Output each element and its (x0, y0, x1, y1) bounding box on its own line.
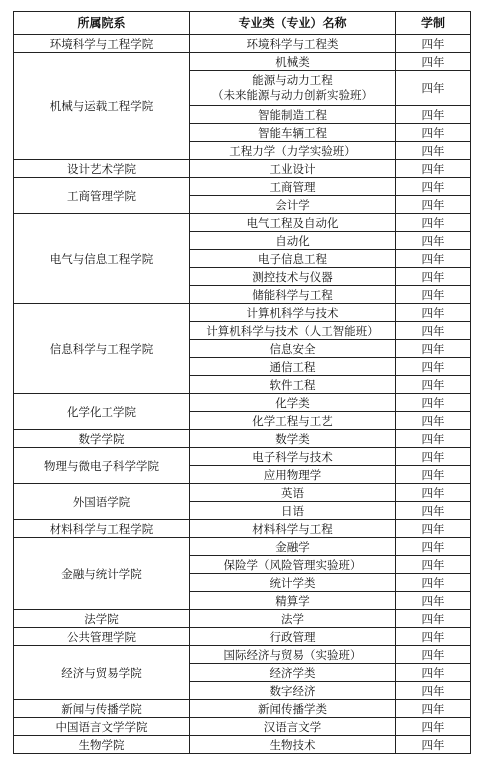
table-row (14, 484, 471, 502)
duration-cell: 四年 (396, 376, 471, 394)
header-dept: 所属院系 (14, 12, 190, 35)
major-cell: 能源与动力工程 （未来能源与动力创新实验班） (190, 71, 396, 106)
dept-cell: 生物学院 (14, 736, 190, 754)
duration-cell: 四年 (396, 592, 471, 610)
header-duration: 学制 (396, 12, 471, 35)
dept-cell: 机械与运载工程学院 (14, 53, 190, 160)
duration-cell: 四年 (396, 196, 471, 214)
major-cell: 行政管理 (190, 628, 396, 646)
duration-cell: 四年 (396, 556, 471, 574)
duration-cell: 四年 (396, 502, 471, 520)
major-cell: 信息安全 (190, 340, 396, 358)
major-cell: 储能科学与工程 (190, 286, 396, 304)
major-cell: 电气工程及自动化 (190, 214, 396, 232)
major-cell: 日语 (190, 502, 396, 520)
major-cell: 数学类 (190, 430, 396, 448)
duration-cell: 四年 (396, 286, 471, 304)
major-cell: 计算机科学与技术（人工智能班） (190, 322, 396, 340)
major-cell: 自动化 (190, 232, 396, 250)
duration-cell: 四年 (396, 250, 471, 268)
major-cell: 智能制造工程 (190, 106, 396, 124)
dept-cell: 经济与贸易学院 (14, 646, 190, 700)
duration-cell: 四年 (396, 358, 471, 376)
table-row (14, 628, 471, 646)
duration-cell: 四年 (396, 412, 471, 430)
major-cell: 电子科学与技术 (190, 448, 396, 466)
duration-cell: 四年 (396, 232, 471, 250)
header-row (14, 12, 471, 35)
table-row (14, 160, 471, 178)
duration-cell: 四年 (396, 628, 471, 646)
major-cell: 应用物理学 (190, 466, 396, 484)
dept-cell: 法学院 (14, 610, 190, 628)
duration-cell: 四年 (396, 646, 471, 664)
major-cell: 经济学类 (190, 664, 396, 682)
dept-cell: 材料科学与工程学院 (14, 520, 190, 538)
duration-cell: 四年 (396, 700, 471, 718)
major-cell: 工业设计 (190, 160, 396, 178)
duration-cell: 四年 (396, 664, 471, 682)
duration-cell: 四年 (396, 520, 471, 538)
dept-cell: 物理与微电子科学学院 (14, 448, 190, 484)
dept-cell: 公共管理学院 (14, 628, 190, 646)
duration-cell: 四年 (396, 322, 471, 340)
table-row (14, 214, 471, 232)
duration-cell: 四年 (396, 736, 471, 754)
table-row (14, 178, 471, 196)
major-cell: 工程力学（力学实验班） (190, 142, 396, 160)
major-cell: 国际经济与贸易（实验班） (190, 646, 396, 664)
major-cell: 通信工程 (190, 358, 396, 376)
table-row (14, 394, 471, 412)
major-cell: 英语 (190, 484, 396, 502)
duration-cell: 四年 (396, 71, 471, 106)
duration-cell: 四年 (396, 610, 471, 628)
duration-cell: 四年 (396, 160, 471, 178)
table-row (14, 35, 471, 53)
dept-cell: 数学学院 (14, 430, 190, 448)
major-cell: 会计学 (190, 196, 396, 214)
dept-cell: 外国语学院 (14, 484, 190, 520)
duration-cell: 四年 (396, 682, 471, 700)
duration-cell: 四年 (396, 214, 471, 232)
table-row (14, 538, 471, 556)
majors-table (13, 11, 471, 754)
table-row (14, 304, 471, 322)
major-cell: 化学类 (190, 394, 396, 412)
duration-cell: 四年 (396, 430, 471, 448)
dept-cell: 中国语言文学学院 (14, 718, 190, 736)
duration-cell: 四年 (396, 340, 471, 358)
major-cell: 汉语言文学 (190, 718, 396, 736)
duration-cell: 四年 (396, 35, 471, 53)
table-row (14, 520, 471, 538)
dept-cell: 化学化工学院 (14, 394, 190, 430)
major-cell: 生物技术 (190, 736, 396, 754)
dept-cell: 设计艺术学院 (14, 160, 190, 178)
major-cell: 测控技术与仪器 (190, 268, 396, 286)
table-row (14, 646, 471, 664)
duration-cell: 四年 (396, 304, 471, 322)
duration-cell: 四年 (396, 268, 471, 286)
table-row (14, 700, 471, 718)
major-cell: 工商管理 (190, 178, 396, 196)
table-row (14, 53, 471, 71)
duration-cell: 四年 (396, 448, 471, 466)
major-cell: 环境科学与工程类 (190, 35, 396, 53)
major-cell: 保险学（风险管理实验班） (190, 556, 396, 574)
dept-cell: 金融与统计学院 (14, 538, 190, 610)
table-row (14, 736, 471, 754)
major-cell: 统计学类 (190, 574, 396, 592)
major-cell: 金融学 (190, 538, 396, 556)
major-cell: 新闻传播学类 (190, 700, 396, 718)
table-row (14, 430, 471, 448)
table-body (14, 35, 471, 754)
dept-cell: 信息科学与工程学院 (14, 304, 190, 394)
duration-cell: 四年 (396, 484, 471, 502)
dept-cell: 电气与信息工程学院 (14, 214, 190, 304)
duration-cell: 四年 (396, 178, 471, 196)
dept-cell: 环境科学与工程学院 (14, 35, 190, 53)
major-cell: 精算学 (190, 592, 396, 610)
dept-cell: 工商管理学院 (14, 178, 190, 214)
major-cell: 化学工程与工艺 (190, 412, 396, 430)
major-cell: 电子信息工程 (190, 250, 396, 268)
major-cell: 智能车辆工程 (190, 124, 396, 142)
duration-cell: 四年 (396, 106, 471, 124)
table-row (14, 718, 471, 736)
major-cell: 材料科学与工程 (190, 520, 396, 538)
table-row (14, 448, 471, 466)
duration-cell: 四年 (396, 53, 471, 71)
duration-cell: 四年 (396, 538, 471, 556)
major-cell: 数字经济 (190, 682, 396, 700)
duration-cell: 四年 (396, 574, 471, 592)
duration-cell: 四年 (396, 124, 471, 142)
duration-cell: 四年 (396, 394, 471, 412)
duration-cell: 四年 (396, 142, 471, 160)
duration-cell: 四年 (396, 466, 471, 484)
major-cell: 计算机科学与技术 (190, 304, 396, 322)
table-row (14, 610, 471, 628)
header-major: 专业类（专业）名称 (190, 12, 396, 35)
major-cell: 法学 (190, 610, 396, 628)
duration-cell: 四年 (396, 718, 471, 736)
major-cell: 软件工程 (190, 376, 396, 394)
dept-cell: 新闻与传播学院 (14, 700, 190, 718)
major-cell: 机械类 (190, 53, 396, 71)
